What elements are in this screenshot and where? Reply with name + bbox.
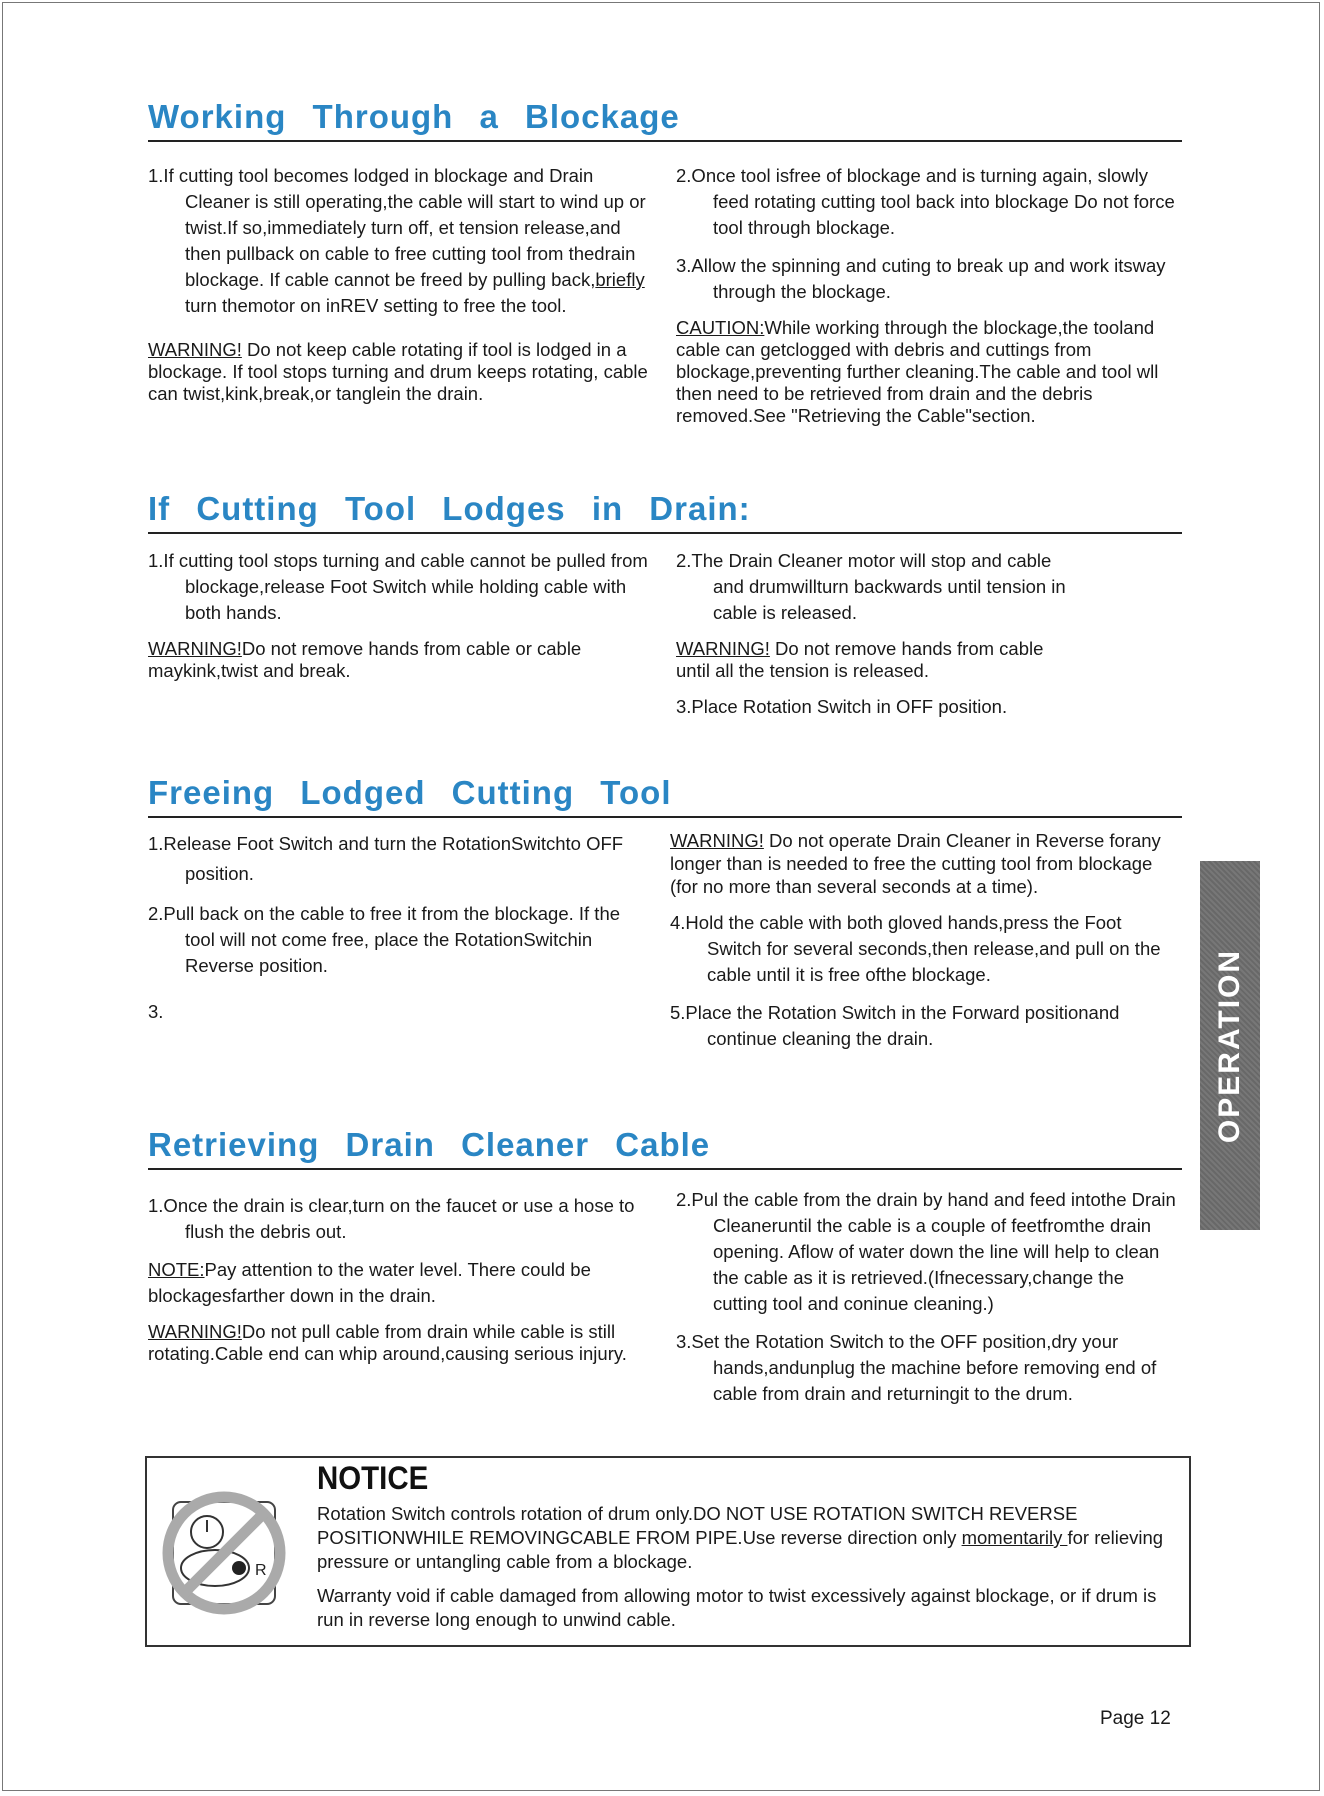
freeing-warning: WARNING! Do not operate Drain Cleaner in Reverse forany longer than is needed to free the cutting tool from blockage (for no more than several seconds at a time).	[670, 830, 1161, 897]
notice-paragraph-2: Warranty void if cable damaged from allowing motor to twist excessively against blockage, or if drum is run in reverse long enough to unwind cable.	[317, 1585, 1157, 1630]
no-reverse-rotation-icon	[159, 1488, 289, 1618]
notice-icon-letter: R	[255, 1562, 267, 1579]
section-title-working: Working Through a Blockage	[148, 98, 1182, 142]
notice-title: NOTICE	[317, 1460, 429, 1496]
notice-text	[317, 1502, 1187, 1632]
lodges-right-column	[676, 548, 1076, 720]
retrieving-warning: WARNING!Do not pull cable from drain while cable is still rotating.Cable end can whip around,causing serious injury.	[148, 1321, 627, 1364]
retrieving-step-1: 1.Once the drain is clear,turn on the faucet or use a hose to flush the debris out.	[148, 1195, 635, 1242]
retrieving-note: NOTE:Pay attention to the water level. There could be blockagesfarther down in the drain.	[148, 1259, 591, 1306]
lodges-warning: WARNING!Do not remove hands from cable or cable maykink,twist and break.	[148, 638, 582, 681]
lodges-step-3: 3.Place Rotation Switch in OFF position.	[676, 696, 1008, 717]
retrieving-left-column	[148, 1193, 648, 1365]
working-caution: CAUTION:While working through the blockage,the tooland cable can getclogged with debris and cuttings from blockage,preventing further cleaning.The cable and tool wll then need to be retrieved from drain and the debris removed.See "Retrieving the Cable"section.	[676, 317, 1159, 426]
working-warning: WARNING! Do not keep cable rotating if tool is lodged in a blockage. If tool stops turning and drum keeps rotating, cable can twist,kink,break,or tanglein the drain.	[148, 339, 648, 404]
side-tab-label: OPERATION	[1213, 948, 1246, 1143]
lodges-step-2: 2.The Drain Cleaner motor will stop and cable and drumwillturn backwards until tension in cable is released.	[676, 550, 1066, 623]
notice-paragraph-1: Rotation Switch controls rotation of drum only.DO NOT USE ROTATION SWITCH REVERSE POSITIONWHILE REMOVINGCABLE FROM PIPE.Use reverse direction only momentarily for relieving pressure or untangling cable from a blockage.	[317, 1503, 1164, 1572]
retrieving-step-3: 3.Set the Rotation Switch to the OFF position,dry your hands,andunplug the machine before removing end of cable from drain and returningit to the drum.	[676, 1331, 1157, 1404]
freeing-step-3: 3.	[148, 1001, 164, 1022]
working-step-1: 1.If cutting tool becomes lodged in blockage and Drain Cleaner is still operating,the cable will start to wind up or twist.If so,immediately turn off, et tension release,and then pullback on cable to free cutting tool from thedrain blockage. If cable cannot be freed by pulling back,briefly turn themotor on inREV setting to free the tool.	[148, 165, 646, 316]
working-right-column	[676, 163, 1181, 427]
retrieving-step-2: 2.Pul the cable from the drain by hand and feed intothe Drain Cleaneruntil the cable is a couple of feetfromthe drain opening. Aflow of water down the line will help to clean the cable as it is retrieved.(Ifnecessary,change the cutting tool and coninue cleaning.)	[676, 1189, 1176, 1314]
freeing-step-5: 5.Place the Rotation Switch in the Forward positionand continue cleaning the drain.	[670, 1002, 1120, 1049]
freeing-step-2: 2.Pull back on the cable to free it from the blockage. If the tool will not come free, place the RotationSwitchin Reverse position.	[148, 903, 621, 976]
freeing-right-column	[670, 829, 1180, 1052]
lodges-step-1: 1.If cutting tool stops turning and cable cannot be pulled from blockage,release Foot Switch while holding cable with both hands.	[148, 550, 648, 623]
freeing-left-column	[148, 829, 648, 1025]
section-title-lodges: If Cutting Tool Lodges in Drain:	[148, 490, 1182, 534]
working-left-column	[148, 163, 648, 405]
working-step-2: 2.Once tool isfree of blockage and is turning again, slowly feed rotating cutting tool back into blockage Do not force tool through blockage.	[676, 165, 1175, 238]
section-title-retrieving: Retrieving Drain Cleaner Cable	[148, 1126, 1182, 1170]
section-title-freeing: Freeing Lodged Cutting Tool	[148, 774, 1182, 818]
page-number: Page 12	[1100, 1708, 1171, 1729]
freeing-step-4: 4.Hold the cable with both gloved hands,press the Foot Switch for several seconds,then release,and pull on the cable until it is free ofthe blockage.	[670, 912, 1161, 985]
retrieving-right-column	[676, 1187, 1181, 1407]
lodges-warning-right: WARNING! Do not remove hands from cable until all the tension is released.	[676, 638, 1044, 681]
freeing-step-1: 1.Release Foot Switch and turn the RotationSwitchto OFF position.	[148, 833, 624, 884]
working-step-3: 3.Allow the spinning and cuting to break up and work itsway through the blockage.	[676, 255, 1166, 302]
lodges-left-column	[148, 548, 648, 682]
notice-box	[145, 1456, 1191, 1647]
operation-side-tab	[1200, 861, 1260, 1230]
